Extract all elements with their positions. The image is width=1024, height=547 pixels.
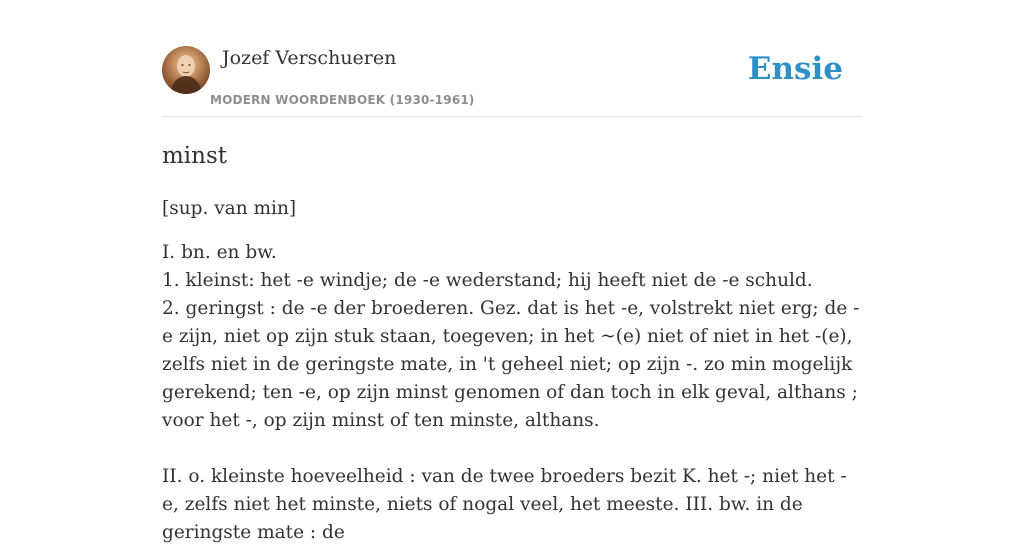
author-portrait-icon [162, 46, 210, 94]
entry-page [162, 0, 862, 547]
definition-line: 2. geringst : de -e der broederen. Gez. dat is het -e, volstrekt niet erg; de -e zijn, niet op zijn stuk staan, toegeven; in het ~(e) niet of niet in het -(e), zelfs niet in de geringste mate, in 't geheel niet; op zijn -. zo min mogelijk gerekend; ten -e, op zijn minst genomen of dan toch in elk geval, althans ; voor het -, op zijn minst of ten minste, althans. [162, 298, 860, 431]
etymology: [sup. van min] [162, 198, 297, 219]
author-name[interactable]: Jozef Verschueren [222, 47, 397, 69]
definition-line: II. o. kleinste hoeveelheid : van de twee broeders bezit K. het -; niet het -e, zelfs niet het minste, niets of nogal veel, het meeste. III. bw. in de geringste mate : de [162, 466, 847, 543]
source-label[interactable]: MODERN WOORDENBOEK (1930-1961) [210, 93, 475, 107]
entry-title: minst [162, 143, 228, 169]
entry-header [162, 0, 862, 117]
brand-logo[interactable]: Ensie [747, 51, 843, 87]
paragraph-spacer [162, 435, 862, 463]
definition-body [162, 239, 862, 547]
definition-line: 1. kleinst: het -e windje; de -e wederstand; hij heeft niet de -e schuld. [162, 270, 813, 291]
author-avatar[interactable] [162, 46, 210, 94]
definition-line: I. bn. en bw. [162, 242, 277, 263]
